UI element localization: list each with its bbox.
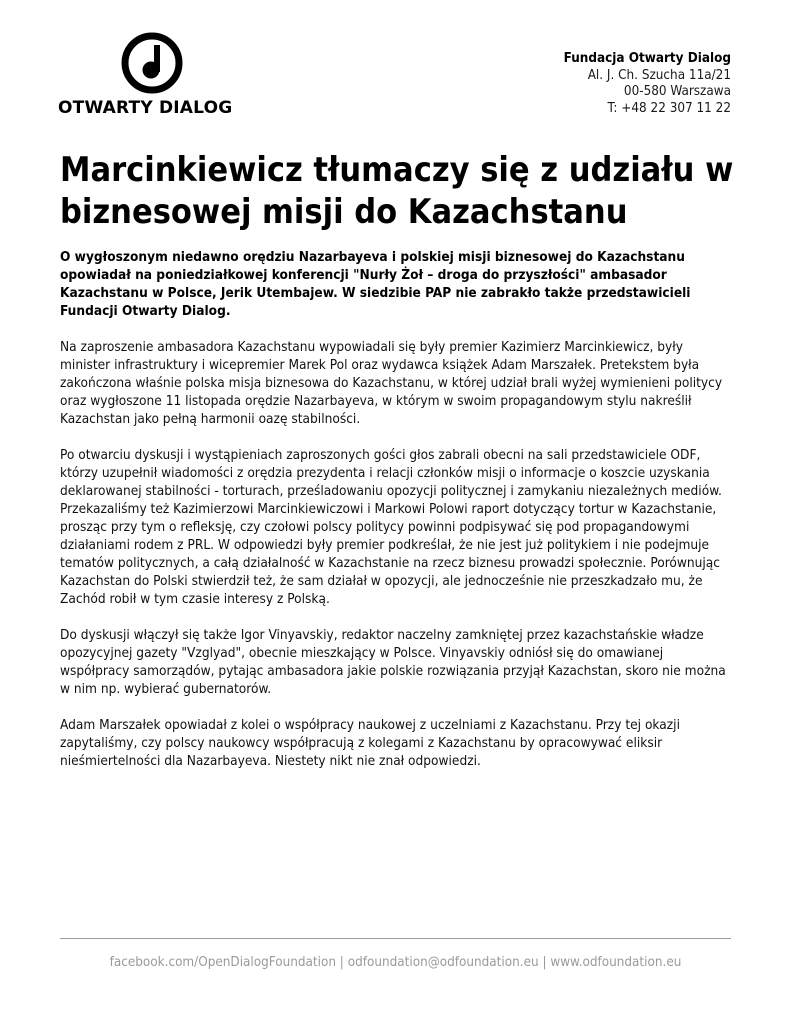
footer-links: facebook.com/OpenDialogFoundation | odfoundation@odfoundation.eu | www.odfoundation.eu [109, 955, 682, 970]
logo-text: OTWARTY DIALOG [58, 98, 233, 118]
organization-name: Fundacja Otwarty Dialog [563, 51, 731, 66]
address-line-2: 00-580 Warszawa [623, 84, 731, 99]
article-body [60, 248, 735, 788]
footer-divider [60, 938, 731, 939]
article-paragraph-3: Do dyskusji włączył się także Igor Vinyavskiy, redaktor naczelny zamkniętej przez kazachstańskie władze opozycyjnej gazety "Vzglyad", obecnie mieszkający w Polsce. Vinyavskiy odniósł się do omawianej współpracy samorządów, pytając ambasadora jakie polskie rozwiązania przyjął Kazachstan, skoro nie można w nim np. wybierać gubernatorów. [60, 627, 726, 697]
article-title: Marcinkiewicz tłumaczy się z udziału w biznesowej misji do Kazachstanu [60, 150, 734, 232]
article-paragraph-2: Po otwarciu dyskusji i wystąpieniach zaproszonych gości głos zabrali obecni na sali przedstawiciele ODF, którzy uzupełnił wiadomości z orędzia prezydenta i relacji członków misji o informacje o koszcie uzyskania deklarowanej stabilności - torturach, prześladowaniu opozycji politycznej i zamykaniu niezależnych mediów. Przekazaliśmy też Kazimierzowi Marcinkiewiczowi i Markowi Polowi raport dotyczący tortur w Kazachstanie, prosząc przy tym o refleksję, czy czołowi polscy politycy powinni podpisywać się pod propagandowymi działaniami rodem z PRL. W odpowiedzi były premier podkreślał, że nie jest już politykiem i nie podejmuje tematów politycznych, a całą działalność w Kazachstanie na rzecz biznesu prowadzi społecznie. Porównując Kazachstan do Polski stwierdził też, że sam działał w opozycji, ale jednocześnie nie przeszkadzało mu, że Zachód robił w tym czasie interesy z Polską. [60, 447, 722, 607]
open-dialog-logo-icon [121, 32, 183, 94]
article-paragraph-4: Adam Marszałek opowiadał z kolei o współpracy naukowej z uczelniami z Kazachstanu. Przy tej okazji zapytaliśmy, czy polscy naukowcy współpracują z kolegami z Kazachstanu by opracowywać eliksir nieśmiertelności dla Nazarbayeva. Niestety nikt nie znał odpowiedzi. [60, 717, 680, 769]
contact-block [564, 51, 731, 117]
article-lead: O wygłoszonym niedawno orędziu Nazarbayeva i polskiej misji biznesowej do Kazachstanu opowiadał na poniedziałkowej konferencji "Nurły Żoł – droga do przyszłości" ambasador Kazachstanu w Polsce, Jerik Utembajew. W siedzibie PAP nie zabrakło także przedstawicieli Fundacji Otwarty Dialog. [60, 249, 691, 319]
phone-number: T: +48 22 307 11 22 [607, 100, 731, 116]
address-line-1: Al. J. Ch. Szucha 11a/21 [587, 67, 731, 83]
logo [58, 32, 248, 124]
article-paragraph-1: Na zaproszenie ambasadora Kazachstanu wypowiadali się były premier Kazimierz Marcinkiewicz, były minister infrastruktury i wicepremier Marek Pol oraz wydawca książek Adam Marszałek. Pretekstem była zakończona właśnie polska misja biznesowa do Kazachstanu, w której udział brali wyżej wymienieni politycy oraz wygłoszone 11 listopada orędzie Nazarbayeva, w którym w swoim propagandowym stylu nakreślił Kazachstan jako pełną harmonii oazę stabilności. [60, 339, 723, 427]
